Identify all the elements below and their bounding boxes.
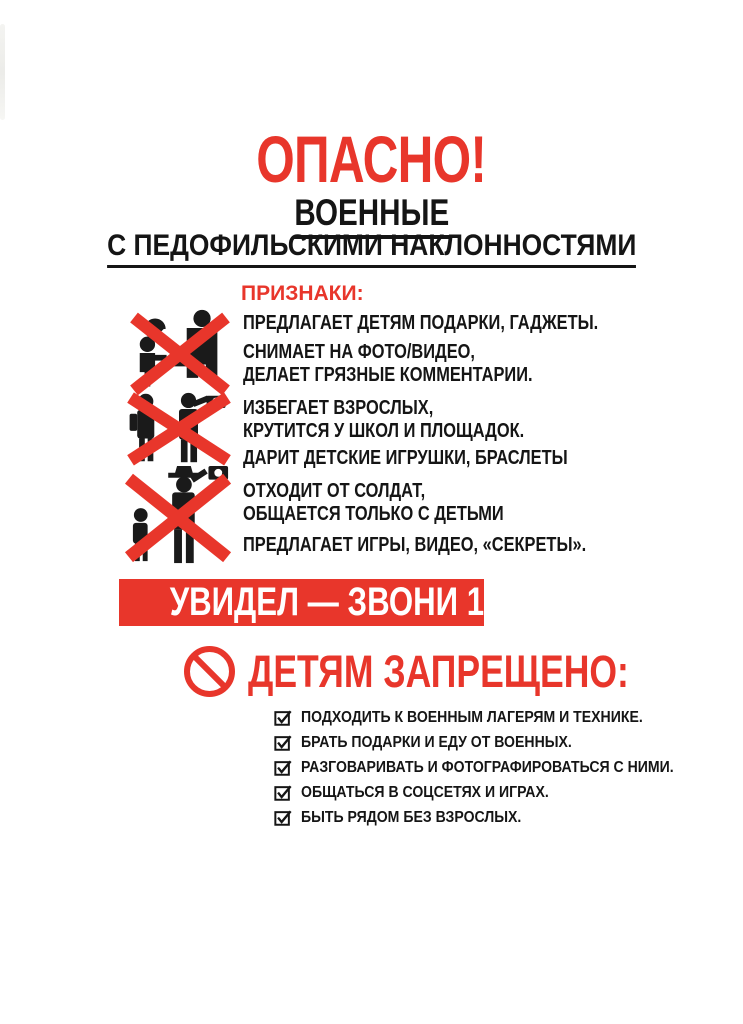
- poster-subtitle-line1: [0, 194, 743, 231]
- sign-item: [243, 534, 662, 557]
- scan-artifact: [0, 24, 5, 120]
- subtitle-line1-text: ВОЕННЫЕ: [294, 192, 449, 239]
- poster-title-text: ОПАСНО!: [256, 122, 487, 196]
- crossed-out-adult-offering-gift-to-child-icon: [126, 306, 234, 398]
- subtitle-line2-text: С ПЕДОФИЛЬСКИМИ НАКЛОННОСТЯМИ: [107, 229, 636, 268]
- checklist-item-label: ПОДХОДИТЬ К ВОЕННЫМ ЛАГЕРЯМ И ТЕХНИКЕ.: [301, 708, 643, 726]
- checklist-item: [274, 730, 725, 755]
- prohibited-heading-text: ДЕТЯМ ЗАПРЕЩЕНО:: [248, 646, 629, 697]
- prohibited-section-heading: [182, 644, 730, 699]
- checkbox-checked-icon: [274, 784, 292, 802]
- crossed-out-soldier-with-camera-and-child-icon: [121, 463, 239, 567]
- sign-item: [243, 447, 639, 470]
- checklist-item: [274, 705, 725, 730]
- checkbox-checked-icon: [274, 809, 292, 827]
- checklist-item: [274, 755, 725, 780]
- checkbox-checked-icon: [274, 734, 292, 752]
- sign-item-line: ПРЕДЛАГАЕТ ИГРЫ, ВИДЕО, «СЕКРЕТЫ».: [243, 534, 587, 556]
- prohibition-sign-icon: [182, 644, 237, 699]
- checklist-item-label: БРАТЬ ПОДАРКИ И ЕДУ ОТ ВОЕННЫХ.: [301, 733, 572, 751]
- signs-section-heading: ПРИЗНАКИ:: [241, 282, 364, 305]
- crossed-out-adult-photographing-child-icon: [121, 390, 237, 466]
- sign-item-line: КРУТИТСЯ У ШКОЛ И ПЛОЩАДОК.: [243, 420, 525, 442]
- checklist-item: [274, 780, 725, 805]
- call-102-banner-text: УВИДЕЛ — ЗВОНИ 102!: [169, 580, 530, 624]
- sign-item-line: ДЕЛАЕТ ГРЯЗНЫЕ КОММЕНТАРИИ.: [243, 364, 533, 386]
- prohibited-checklist: [274, 705, 725, 830]
- checkbox-checked-icon: [274, 709, 292, 727]
- sign-item: [243, 312, 676, 335]
- sign-item-line: СНИМАЕТ НА ФОТО/ВИДЕО,: [243, 341, 475, 363]
- sign-item: [243, 480, 561, 526]
- sign-item-line: ИЗБЕГАЕТ ВЗРОСЛЫХ,: [243, 397, 434, 419]
- checklist-item: [274, 805, 725, 830]
- sign-item: [243, 341, 596, 387]
- sign-item-line: ОТХОДИТ ОТ СОЛДАТ,: [243, 480, 426, 502]
- poster-subtitle-line2: [0, 231, 743, 261]
- checklist-item-label: БЫТЬ РЯДОМ БЕЗ ВЗРОСЛЫХ.: [301, 808, 522, 826]
- sign-item-line: ОБЩАЕТСЯ ТОЛЬКО С ДЕТЬМИ: [243, 503, 504, 525]
- checklist-item-label: РАЗГОВАРИВАТЬ И ФОТОГРАФИРОВАТЬСЯ С НИМИ.: [301, 758, 674, 776]
- checkbox-checked-icon: [274, 759, 292, 777]
- sign-item-line: ПРЕДЛАГАЕТ ДЕТЯМ ПОДАРКИ, ГАДЖЕТЫ.: [243, 312, 599, 334]
- poster-title: [0, 122, 743, 196]
- checklist-item-label: ОБЩАТЬСЯ В СОЦСЕТЯХ И ИГРАХ.: [301, 783, 549, 801]
- call-102-banner: [119, 579, 530, 626]
- sign-item: [243, 397, 586, 443]
- sign-item-line: ДАРИТ ДЕТСКИЕ ИГРУШКИ, БРАСЛЕТЫ: [243, 447, 568, 469]
